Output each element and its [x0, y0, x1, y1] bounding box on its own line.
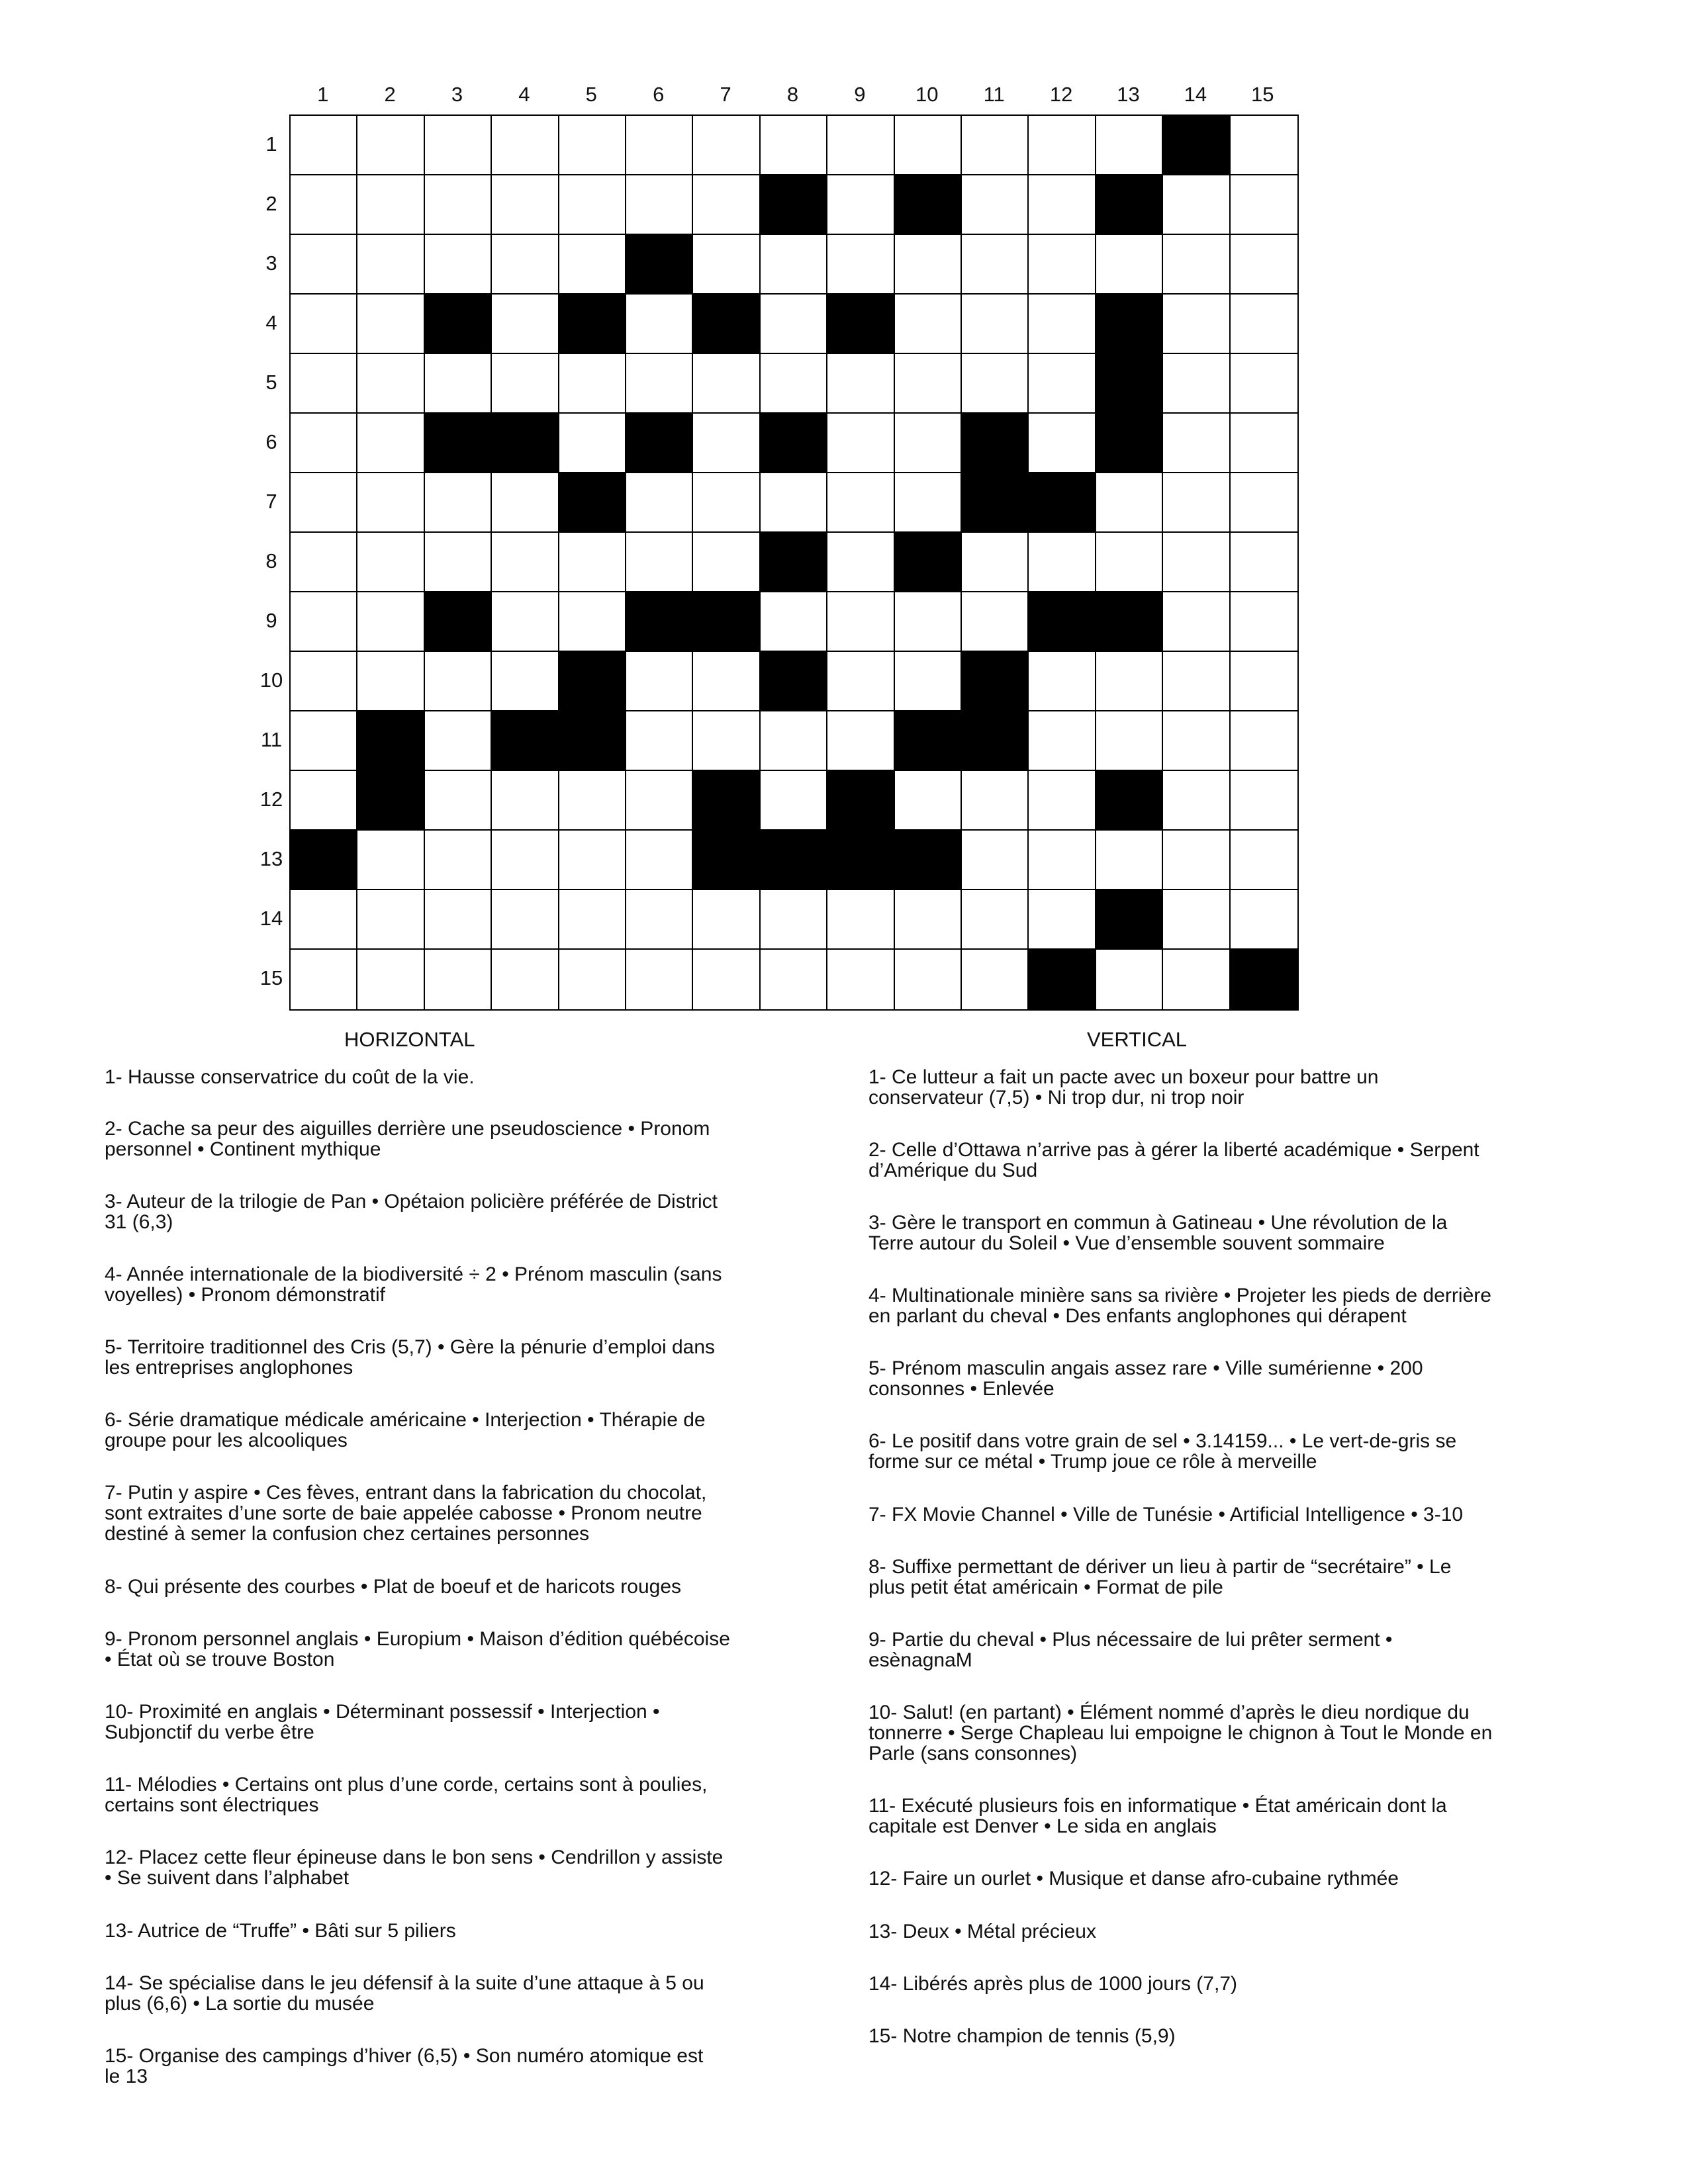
- grid-cell[interactable]: [1231, 414, 1297, 473]
- grid-cell[interactable]: [425, 354, 492, 414]
- grid-cell[interactable]: [693, 414, 760, 473]
- grid-cell[interactable]: [626, 831, 693, 890]
- grid-cell[interactable]: [626, 890, 693, 950]
- grid-cell[interactable]: [425, 533, 492, 592]
- black-cell: [1163, 116, 1230, 175]
- grid-cell[interactable]: [357, 175, 424, 235]
- column-number: 10: [915, 83, 939, 106]
- grid-cell[interactable]: [1231, 831, 1297, 890]
- grid-cell[interactable]: [1163, 831, 1230, 890]
- row-number: 2: [265, 192, 277, 215]
- grid-cell[interactable]: [291, 652, 357, 711]
- grid-cell[interactable]: [693, 235, 760, 295]
- grid-cell[interactable]: [425, 175, 492, 235]
- row-number: 10: [259, 668, 283, 692]
- black-cell: [492, 414, 559, 473]
- grid-cell[interactable]: [895, 950, 962, 1009]
- grid-cell[interactable]: [1096, 235, 1163, 295]
- black-cell: [291, 831, 357, 890]
- black-cell: [425, 414, 492, 473]
- grid-cell[interactable]: [425, 235, 492, 295]
- grid-cell[interactable]: [761, 295, 827, 354]
- grid-cell[interactable]: [1096, 831, 1163, 890]
- grid-cell[interactable]: [962, 950, 1029, 1009]
- horizontal-heading: HORIZONTAL: [344, 1028, 475, 1051]
- grid-cell[interactable]: [559, 890, 626, 950]
- grid-cell[interactable]: [559, 175, 626, 235]
- black-cell: [626, 592, 693, 652]
- grid-cell[interactable]: [761, 116, 827, 175]
- black-cell: [761, 652, 827, 711]
- grid-cell[interactable]: [1231, 533, 1297, 592]
- vertical-clue-9: 9- Partie du cheval • Plus nécessaire de lui prêter serment • esènagnaM: [868, 1629, 1393, 1671]
- vertical-heading: VERTICAL: [1087, 1028, 1188, 1051]
- grid-cell[interactable]: [626, 116, 693, 175]
- grid-cell[interactable]: [1231, 295, 1297, 354]
- black-cell: [626, 414, 693, 473]
- row-number: 8: [265, 549, 277, 572]
- grid-cell[interactable]: [425, 473, 492, 533]
- grid-cell[interactable]: [626, 950, 693, 1009]
- grid-cell[interactable]: [492, 175, 559, 235]
- vertical-clue-2: 2- Celle d’Ottawa n’arrive pas à gérer la liberté académique • Serpent d’Amérique du Sud: [868, 1139, 1479, 1181]
- row-number: 6: [265, 430, 277, 453]
- grid-cell[interactable]: [1231, 354, 1297, 414]
- grid-cell[interactable]: [827, 592, 894, 652]
- grid-cell[interactable]: [492, 890, 559, 950]
- grid-cell[interactable]: [895, 295, 962, 354]
- column-number: 1: [317, 83, 329, 106]
- black-cell: [559, 473, 626, 533]
- black-cell: [962, 414, 1029, 473]
- column-number: 3: [451, 83, 463, 106]
- grid-cell[interactable]: [1163, 235, 1230, 295]
- grid-cell[interactable]: [492, 533, 559, 592]
- grid-cell[interactable]: [559, 354, 626, 414]
- row-number: 7: [265, 490, 277, 513]
- grid-cell[interactable]: [1029, 533, 1096, 592]
- vertical-clue-14: 14- Libérés après plus de 1000 jours (7,7): [868, 1973, 1237, 1995]
- grid-cell[interactable]: [1163, 592, 1230, 652]
- grid-cell[interactable]: [827, 473, 894, 533]
- grid-cell[interactable]: [1163, 295, 1230, 354]
- column-number: 8: [786, 83, 799, 106]
- grid-cell[interactable]: [895, 116, 962, 175]
- grid-cell[interactable]: [693, 473, 760, 533]
- grid-cell[interactable]: [425, 116, 492, 175]
- black-cell: [559, 711, 626, 771]
- black-cell: [693, 295, 760, 354]
- black-cell: [962, 473, 1029, 533]
- grid-cell[interactable]: [1231, 890, 1297, 950]
- grid-cell[interactable]: [291, 950, 357, 1009]
- grid-cell[interactable]: [626, 533, 693, 592]
- black-cell: [559, 295, 626, 354]
- vertical-clue-5: 5- Prénom masculin angais assez rare • Ville sumérienne • 200 consonnes • Enlevée: [868, 1357, 1423, 1400]
- grid-cell[interactable]: [1163, 950, 1230, 1009]
- grid-cell[interactable]: [693, 711, 760, 771]
- horizontal-clue-15: 15- Organise des campings d’hiver (6,5) • Son numéro atomique est le 13: [105, 2045, 704, 2087]
- grid-cell[interactable]: [291, 175, 357, 235]
- grid-cell[interactable]: [559, 771, 626, 831]
- grid-cell[interactable]: [1163, 354, 1230, 414]
- grid-cell[interactable]: [1029, 116, 1096, 175]
- grid-cell[interactable]: [291, 711, 357, 771]
- grid-cell[interactable]: [827, 652, 894, 711]
- black-cell: [357, 771, 424, 831]
- column-number: 2: [384, 83, 396, 106]
- grid-cell[interactable]: [492, 295, 559, 354]
- grid-cell[interactable]: [559, 950, 626, 1009]
- grid-cell[interactable]: [827, 235, 894, 295]
- grid-cell[interactable]: [291, 116, 357, 175]
- row-number: 9: [265, 609, 277, 632]
- grid-cell[interactable]: [357, 354, 424, 414]
- horizontal-clue-11: 11- Mélodies • Certains ont plus d’une corde, certains sont à poulies, certains sont électriques: [105, 1774, 708, 1816]
- black-cell: [357, 711, 424, 771]
- grid-cell[interactable]: [1096, 116, 1163, 175]
- grid-cell[interactable]: [357, 473, 424, 533]
- horizontal-clue-8: 8- Qui présente des courbes • Plat de boeuf et de haricots rouges: [105, 1576, 682, 1598]
- vertical-clue-8: 8- Suffixe permettant de dériver un lieu à partir de “secrétaire” • Le plus petit état américain • Format de pile: [868, 1556, 1452, 1598]
- grid-cell[interactable]: [291, 414, 357, 473]
- grid-cell[interactable]: [693, 890, 760, 950]
- grid-cell[interactable]: [1163, 473, 1230, 533]
- black-cell: [827, 831, 894, 890]
- grid-cell[interactable]: [1029, 711, 1096, 771]
- black-cell: [1029, 592, 1096, 652]
- grid-cell[interactable]: [1029, 295, 1096, 354]
- grid-cell[interactable]: [492, 592, 559, 652]
- grid-cell[interactable]: [626, 711, 693, 771]
- black-cell: [1096, 354, 1163, 414]
- grid-cell[interactable]: [357, 235, 424, 295]
- grid-cell[interactable]: [492, 354, 559, 414]
- grid-cell[interactable]: [492, 652, 559, 711]
- black-cell: [895, 533, 962, 592]
- column-number: 11: [983, 83, 1005, 106]
- grid-cell[interactable]: [291, 354, 357, 414]
- grid-cell[interactable]: [291, 592, 357, 652]
- grid-cell[interactable]: [357, 533, 424, 592]
- row-number: 5: [265, 371, 277, 394]
- black-cell: [962, 652, 1029, 711]
- grid-cell[interactable]: [761, 771, 827, 831]
- black-cell: [1096, 414, 1163, 473]
- grid-cell[interactable]: [761, 890, 827, 950]
- horizontal-clue-1: 1- Hausse conservatrice du coût de la vie.: [105, 1066, 475, 1088]
- grid-cell[interactable]: [1163, 175, 1230, 235]
- grid-cell[interactable]: [827, 116, 894, 175]
- grid-cell[interactable]: [1029, 414, 1096, 473]
- grid-cell[interactable]: [559, 533, 626, 592]
- crossword-grid-area: [0, 0, 1688, 1032]
- grid-cell[interactable]: [895, 771, 962, 831]
- grid-cell[interactable]: [425, 950, 492, 1009]
- grid-cell[interactable]: [492, 473, 559, 533]
- grid-cell[interactable]: [827, 950, 894, 1009]
- horizontal-clue-13: 13- Autrice de “Truffe” • Bâti sur 5 piliers: [105, 1920, 456, 1942]
- grid-cell[interactable]: [1231, 592, 1297, 652]
- vertical-clue-6: 6- Le positif dans votre grain de sel • 3.14159... • Le vert-de-gris se forme sur ce métal • Trump joue ce rôle à merveille: [868, 1430, 1457, 1473]
- horizontal-clue-9: 9- Pronom personnel anglais • Europium • Maison d’édition québécoise • État où se trouve Boston: [105, 1628, 730, 1670]
- grid-cell[interactable]: [1096, 652, 1163, 711]
- row-number: 13: [259, 847, 283, 870]
- grid-cell[interactable]: [1029, 890, 1096, 950]
- vertical-clue-7: 7- FX Movie Channel • Ville de Tunésie • Artificial Intelligence • 3-10: [868, 1504, 1464, 1525]
- grid-cell[interactable]: [1231, 652, 1297, 711]
- grid-cell[interactable]: [357, 652, 424, 711]
- grid-cell[interactable]: [1096, 711, 1163, 771]
- column-number: 13: [1117, 83, 1140, 106]
- black-cell: [1096, 592, 1163, 652]
- grid-cell[interactable]: [827, 414, 894, 473]
- grid-cell[interactable]: [559, 831, 626, 890]
- grid-cell[interactable]: [962, 592, 1029, 652]
- grid-cell[interactable]: [895, 414, 962, 473]
- grid-cell[interactable]: [1163, 890, 1230, 950]
- grid-cell[interactable]: [962, 831, 1029, 890]
- grid-cell[interactable]: [559, 414, 626, 473]
- grid-cell[interactable]: [291, 771, 357, 831]
- vertical-clue-11: 11- Exécuté plusieurs fois en informatique • État américain dont la capitale est Denver • Le sida en anglais: [868, 1795, 1447, 1837]
- grid-cell[interactable]: [357, 592, 424, 652]
- grid-cell[interactable]: [492, 950, 559, 1009]
- grid-cell[interactable]: [1029, 771, 1096, 831]
- grid-cell[interactable]: [492, 831, 559, 890]
- vertical-clue-10: 10- Salut! (en partant) • Élément nommé d’après le dieu nordique du tonnerre • Serge Chapleau lui empoigne le chignon à Tout le Monde en Parle (sans consonnes): [868, 1702, 1493, 1764]
- grid-cell[interactable]: [357, 295, 424, 354]
- grid-cell[interactable]: [761, 354, 827, 414]
- horizontal-clue-14: 14- Se spécialise dans le jeu défensif à la suite d’une attaque à 5 ou plus (6,6) • La sortie du musée: [105, 1972, 704, 2015]
- grid-cell[interactable]: [492, 771, 559, 831]
- grid-cell[interactable]: [1029, 652, 1096, 711]
- horizontal-clue-6: 6- Série dramatique médicale américaine • Interjection • Thérapie de groupe pour les alcooliques: [105, 1409, 706, 1451]
- grid-cell[interactable]: [1096, 950, 1163, 1009]
- grid-cell[interactable]: [1163, 711, 1230, 771]
- column-number: 4: [518, 83, 530, 106]
- grid-cell[interactable]: [559, 592, 626, 652]
- grid-cell[interactable]: [895, 473, 962, 533]
- grid-cell[interactable]: [693, 116, 760, 175]
- grid-cell[interactable]: [1163, 652, 1230, 711]
- grid-cell[interactable]: [1029, 235, 1096, 295]
- row-number: 15: [259, 966, 283, 989]
- grid-cell[interactable]: [1231, 235, 1297, 295]
- grid-cell[interactable]: [291, 890, 357, 950]
- grid-cell[interactable]: [1231, 771, 1297, 831]
- horizontal-clue-2: 2- Cache sa peur des aiguilles derrière une pseudoscience • Pronom personnel • Continent mythique: [105, 1118, 710, 1160]
- grid-cell[interactable]: [559, 116, 626, 175]
- black-cell: [761, 414, 827, 473]
- grid-cell[interactable]: [291, 473, 357, 533]
- grid-cell[interactable]: [357, 414, 424, 473]
- grid-cell[interactable]: [895, 592, 962, 652]
- grid-cell[interactable]: [827, 175, 894, 235]
- grid-cell[interactable]: [1231, 175, 1297, 235]
- grid-cell[interactable]: [895, 354, 962, 414]
- black-cell: [895, 175, 962, 235]
- grid-cell[interactable]: [1231, 116, 1297, 175]
- grid-cell[interactable]: [357, 890, 424, 950]
- grid-cell[interactable]: [962, 890, 1029, 950]
- grid-cell[interactable]: [559, 235, 626, 295]
- grid-cell[interactable]: [626, 354, 693, 414]
- grid-cell[interactable]: [827, 354, 894, 414]
- grid-cell[interactable]: [827, 533, 894, 592]
- row-number: 1: [265, 132, 277, 156]
- black-cell: [1029, 473, 1096, 533]
- grid-cell[interactable]: [962, 771, 1029, 831]
- grid-cell[interactable]: [626, 771, 693, 831]
- grid-cell[interactable]: [357, 116, 424, 175]
- black-cell: [895, 711, 962, 771]
- vertical-clue-13: 13- Deux • Métal précieux: [868, 1921, 1096, 1942]
- grid-cell[interactable]: [1231, 473, 1297, 533]
- grid-cell[interactable]: [761, 711, 827, 771]
- grid-cell[interactable]: [1163, 414, 1230, 473]
- grid-cell[interactable]: [693, 533, 760, 592]
- grid-cell[interactable]: [693, 175, 760, 235]
- grid-cell[interactable]: [626, 652, 693, 711]
- column-number: 5: [585, 83, 597, 106]
- black-cell: [425, 592, 492, 652]
- horizontal-clue-10: 10- Proximité en anglais • Déterminant possessif • Interjection • Subjonctif du verbe être: [105, 1701, 660, 1743]
- grid-cell[interactable]: [1029, 175, 1096, 235]
- grid-cell[interactable]: [761, 950, 827, 1009]
- grid-cell[interactable]: [962, 116, 1029, 175]
- grid-cell[interactable]: [962, 533, 1029, 592]
- grid-cell[interactable]: [827, 890, 894, 950]
- grid-cell[interactable]: [1096, 473, 1163, 533]
- grid-cell[interactable]: [693, 652, 760, 711]
- grid-cell[interactable]: [693, 354, 760, 414]
- column-number: 15: [1251, 83, 1274, 106]
- grid-cell[interactable]: [761, 592, 827, 652]
- vertical-clue-3: 3- Gère le transport en commun à Gatineau • Une révolution de la Terre autour du Soleil • Vue d’ensemble souvent sommaire: [868, 1212, 1448, 1254]
- horizontal-clue-4: 4- Année internationale de la biodiversité ÷ 2 • Prénom masculin (sans voyelles) • Pronom démonstratif: [105, 1263, 722, 1306]
- horizontal-clue-12: 12- Placez cette fleur épineuse dans le bon sens • Cendrillon y assiste • Se suivent dans l’alphabet: [105, 1846, 724, 1889]
- black-cell: [962, 711, 1029, 771]
- grid-cell[interactable]: [626, 295, 693, 354]
- black-cell: [1029, 950, 1096, 1009]
- black-cell: [1096, 890, 1163, 950]
- grid-cell[interactable]: [1163, 533, 1230, 592]
- crossword-grid: [289, 114, 1299, 1011]
- grid-cell[interactable]: [962, 235, 1029, 295]
- grid-cell[interactable]: [357, 831, 424, 890]
- grid-cell[interactable]: [1029, 354, 1096, 414]
- horizontal-clue-5: 5- Territoire traditionnel des Cris (5,7) • Gère la pénurie d’emploi dans les entreprises anglophones: [105, 1336, 716, 1379]
- grid-cell[interactable]: [626, 175, 693, 235]
- grid-cell[interactable]: [626, 473, 693, 533]
- column-number: 9: [854, 83, 866, 106]
- black-cell: [895, 831, 962, 890]
- grid-cell[interactable]: [492, 235, 559, 295]
- grid-cell[interactable]: [761, 473, 827, 533]
- grid-cell[interactable]: [761, 235, 827, 295]
- column-number: 7: [720, 83, 731, 106]
- black-cell: [1096, 175, 1163, 235]
- grid-cell[interactable]: [357, 950, 424, 1009]
- black-cell: [425, 295, 492, 354]
- row-number: 11: [260, 728, 283, 751]
- column-number: 12: [1049, 83, 1073, 106]
- vertical-clue-12: 12- Faire un ourlet • Musique et danse afro-cubaine rythmée: [868, 1868, 1399, 1889]
- grid-cell[interactable]: [962, 295, 1029, 354]
- column-number: 6: [653, 83, 665, 106]
- black-cell: [1096, 771, 1163, 831]
- black-cell: [693, 831, 760, 890]
- grid-cell[interactable]: [962, 175, 1029, 235]
- black-cell: [761, 533, 827, 592]
- grid-cell[interactable]: [291, 295, 357, 354]
- vertical-clue-15: 15- Notre champion de tennis (5,9): [868, 2025, 1176, 2047]
- vertical-clue-4: 4- Multinationale minière sans sa rivière • Projeter les pieds de derrière en parlant du cheval • Des enfants anglophones qui dérapent: [868, 1285, 1491, 1327]
- horizontal-clue-7: 7- Putin y aspire • Ces fèves, entrant dans la fabrication du chocolat, sont extraites d’une sorte de baie appelée cabosse • Pronom neutre destiné à semer la confusion chez certaines personnes: [105, 1482, 707, 1545]
- row-number: 14: [259, 907, 283, 930]
- grid-cell[interactable]: [492, 116, 559, 175]
- grid-cell[interactable]: [895, 235, 962, 295]
- grid-cell[interactable]: [425, 831, 492, 890]
- black-cell: [827, 295, 894, 354]
- grid-cell[interactable]: [425, 711, 492, 771]
- black-cell: [827, 771, 894, 831]
- black-cell: [761, 175, 827, 235]
- grid-cell[interactable]: [1096, 533, 1163, 592]
- black-cell: [1096, 295, 1163, 354]
- grid-cell[interactable]: [425, 890, 492, 950]
- black-cell: [626, 235, 693, 295]
- grid-cell[interactable]: [962, 354, 1029, 414]
- grid-cell[interactable]: [693, 950, 760, 1009]
- row-number: 3: [265, 251, 277, 275]
- grid-cell[interactable]: [291, 235, 357, 295]
- grid-cell[interactable]: [1231, 711, 1297, 771]
- black-cell: [693, 592, 760, 652]
- grid-cell[interactable]: [425, 771, 492, 831]
- row-number: 12: [259, 788, 283, 811]
- grid-cell[interactable]: [1163, 771, 1230, 831]
- horizontal-clue-3: 3- Auteur de la trilogie de Pan • Opétaion policière préférée de District 31 (6,3): [105, 1191, 718, 1233]
- vertical-clue-list: [868, 1067, 1583, 2046]
- black-cell: [693, 771, 760, 831]
- column-number: 14: [1184, 83, 1207, 106]
- black-cell: [1231, 950, 1297, 1009]
- grid-cell[interactable]: [895, 890, 962, 950]
- black-cell: [492, 711, 559, 771]
- vertical-clue-1: 1- Ce lutteur a fait un pacte avec un boxeur pour battre un conservateur (7,5) • Ni trop dur, ni trop noir: [868, 1066, 1379, 1109]
- grid-cell[interactable]: [425, 652, 492, 711]
- grid-cell[interactable]: [1029, 831, 1096, 890]
- grid-cell[interactable]: [895, 652, 962, 711]
- black-cell: [559, 652, 626, 711]
- grid-cell[interactable]: [827, 711, 894, 771]
- grid-cell[interactable]: [291, 533, 357, 592]
- horizontal-clue-list: [105, 1067, 813, 2087]
- black-cell: [761, 831, 827, 890]
- row-number: 4: [265, 311, 277, 334]
